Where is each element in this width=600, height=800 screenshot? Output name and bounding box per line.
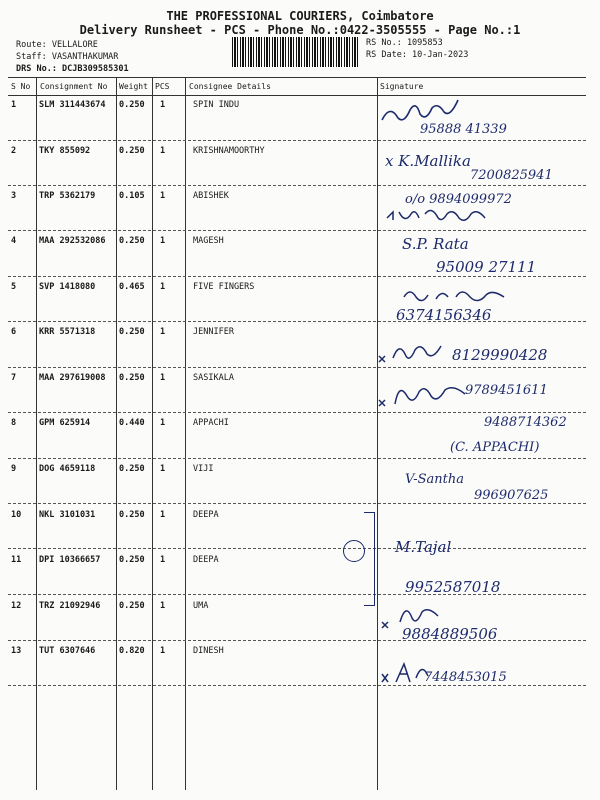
row-pcs: 1 [160,601,166,611]
row-pcs: 1 [160,327,166,337]
row-sno: 10 [11,510,22,520]
col-weight: Weight [119,82,148,91]
table-row [0,236,600,250]
row-weight: 0.465 [119,282,145,292]
staff-label: Staff: VASANTHAKUMAR [16,52,119,62]
row-separator [8,367,586,368]
signature-scribble [375,378,470,410]
row-consignment-no: SLM 311443674 [39,100,106,110]
signature-phone: 8129990428 [452,346,548,364]
column-divider [116,77,117,790]
row-pcs: 1 [160,146,166,156]
signature-phone: 7448453015 [424,670,507,685]
table-top-border [8,77,586,78]
column-divider [36,77,37,790]
row-pcs: 1 [160,191,166,201]
signature-phone: 95888 41339 [420,122,507,137]
barcode [232,37,360,67]
col-sno: S No [11,82,31,91]
row-consignment-no: MAA 292532086 [39,236,106,246]
row-consignee: DEEPA [193,555,219,565]
row-consignment-no: GPM 625914 [39,418,91,428]
table-row [0,464,600,478]
row-pcs: 1 [160,555,166,565]
row-sno: 5 [11,282,17,292]
row-consignment-no: DOG 4659118 [39,464,96,474]
signature-scribble [385,204,495,228]
row-pcs: 1 [160,282,166,292]
table-row [0,100,600,114]
signature-phone: o/o 9894099972 [405,192,512,207]
column-headers [0,82,600,96]
row-consignee: DINESH [193,646,224,656]
row-weight: 0.250 [119,236,145,246]
table-row [0,555,600,569]
signature-scribble [375,338,445,366]
signature-phone: 9884889506 [402,625,498,643]
row-sno: 6 [11,327,17,337]
row-consignment-no: TRP 5362179 [39,191,96,201]
row-separator [8,685,586,686]
circled-number [343,540,365,562]
rs-date: RS Date: 10-Jan-2023 [366,50,469,60]
row-separator [8,276,586,277]
signature-name: M.Tajal [395,538,452,556]
route-label: Route: VELLALORE [16,40,98,50]
row-consignment-no: KRR 5571318 [39,327,96,337]
row-pcs: 1 [160,236,166,246]
row-sno: 13 [11,646,22,656]
row-consignment-no: TKY 855092 [39,146,91,156]
col-consignee: Consignee Details [189,82,271,91]
col-signature: Signature [380,82,424,91]
row-consignee: FIVE FINGERS [193,282,255,292]
row-weight: 0.820 [119,646,145,656]
row-sno: 1 [11,100,17,110]
row-sno: 4 [11,236,17,246]
row-consignment-no: SVP 1418080 [39,282,96,292]
row-consignee: ABISHEK [193,191,229,201]
row-sno: 8 [11,418,17,428]
row-weight: 0.250 [119,373,145,383]
row-weight: 0.440 [119,418,145,428]
row-consignee: SPIN INDU [193,100,240,110]
row-consignee: DEEPA [193,510,219,520]
row-consignee: UMA [193,601,209,611]
table-row [0,646,600,660]
table-row [0,146,600,160]
row-sno: 9 [11,464,17,474]
col-consignment: Consignment No [40,82,108,91]
signature-phone: 9789451611 [465,383,548,398]
signature-phone: 9952587018 [405,578,501,596]
row-separator [8,230,586,231]
row-consignee: JENNIFER [193,327,234,337]
row-weight: 0.105 [119,191,145,201]
row-weight: 0.250 [119,510,145,520]
signature-phone: 6374156346 [396,306,492,324]
row-separator [8,412,586,413]
row-sno: 2 [11,146,17,156]
company-title: THE PROFESSIONAL COURIERS, Coimbatore [166,9,434,23]
signature-name: x K.Mallika [385,152,471,170]
row-separator [8,548,586,549]
column-divider [185,77,186,790]
runsheet-subtitle: Delivery Runsheet - PCS - Phone No.:0422-3505555 - Page No.:1 [79,23,521,37]
row-consignment-no: TUT 6307646 [39,646,96,656]
signature-phone: 7200825941 [470,168,553,183]
row-sno: 3 [11,191,17,201]
table-row [0,282,600,296]
row-weight: 0.250 [119,601,145,611]
column-divider [152,77,153,790]
row-sno: 12 [11,601,22,611]
table-row [0,601,600,615]
row-consignee: SASIKALA [193,373,234,383]
signature-scribble [400,285,510,307]
row-pcs: 1 [160,510,166,520]
row-separator [8,140,586,141]
row-pcs: 1 [160,100,166,110]
rs-number: RS No.: 1095853 [366,38,443,48]
row-consignment-no: TRZ 21092946 [39,601,101,611]
col-pcs: PCS [155,82,170,91]
row-separator [8,185,586,186]
table-row [0,327,600,341]
row-weight: 0.250 [119,100,145,110]
row-consignee: MAGESH [193,236,224,246]
signature-name: S.P. Rata [402,235,469,253]
signature-name: (C. APPACHI) [450,440,540,455]
row-consignee: APPACHI [193,418,229,428]
row-consignment-no: NKL 3101031 [39,510,96,520]
row-separator [8,640,586,641]
row-pcs: 1 [160,646,166,656]
row-consignment-no: MAA 297619008 [39,373,106,383]
bracket-mark [364,512,375,606]
row-pcs: 1 [160,373,166,383]
row-weight: 0.250 [119,555,145,565]
row-consignee: VIJI [193,464,214,474]
row-separator [8,458,586,459]
row-pcs: 1 [160,418,166,428]
signature-name: V-Santha [405,472,464,487]
signature-phone: 9488714362 [484,415,567,430]
row-separator [8,321,586,322]
signature-phone: 996907625 [474,488,549,503]
signature-phone: 95009 27111 [436,258,537,276]
row-consignee: KRISHNAMOORTHY [193,146,265,156]
row-consignment-no: DPI 10366657 [39,555,101,565]
drs-number: DRS No.: DCJB309585301 [16,64,129,74]
row-sno: 7 [11,373,17,383]
row-sno: 11 [11,555,22,565]
table-row [0,510,600,524]
row-weight: 0.250 [119,327,145,337]
row-separator [8,503,586,504]
row-weight: 0.250 [119,464,145,474]
row-pcs: 1 [160,464,166,474]
row-weight: 0.250 [119,146,145,156]
